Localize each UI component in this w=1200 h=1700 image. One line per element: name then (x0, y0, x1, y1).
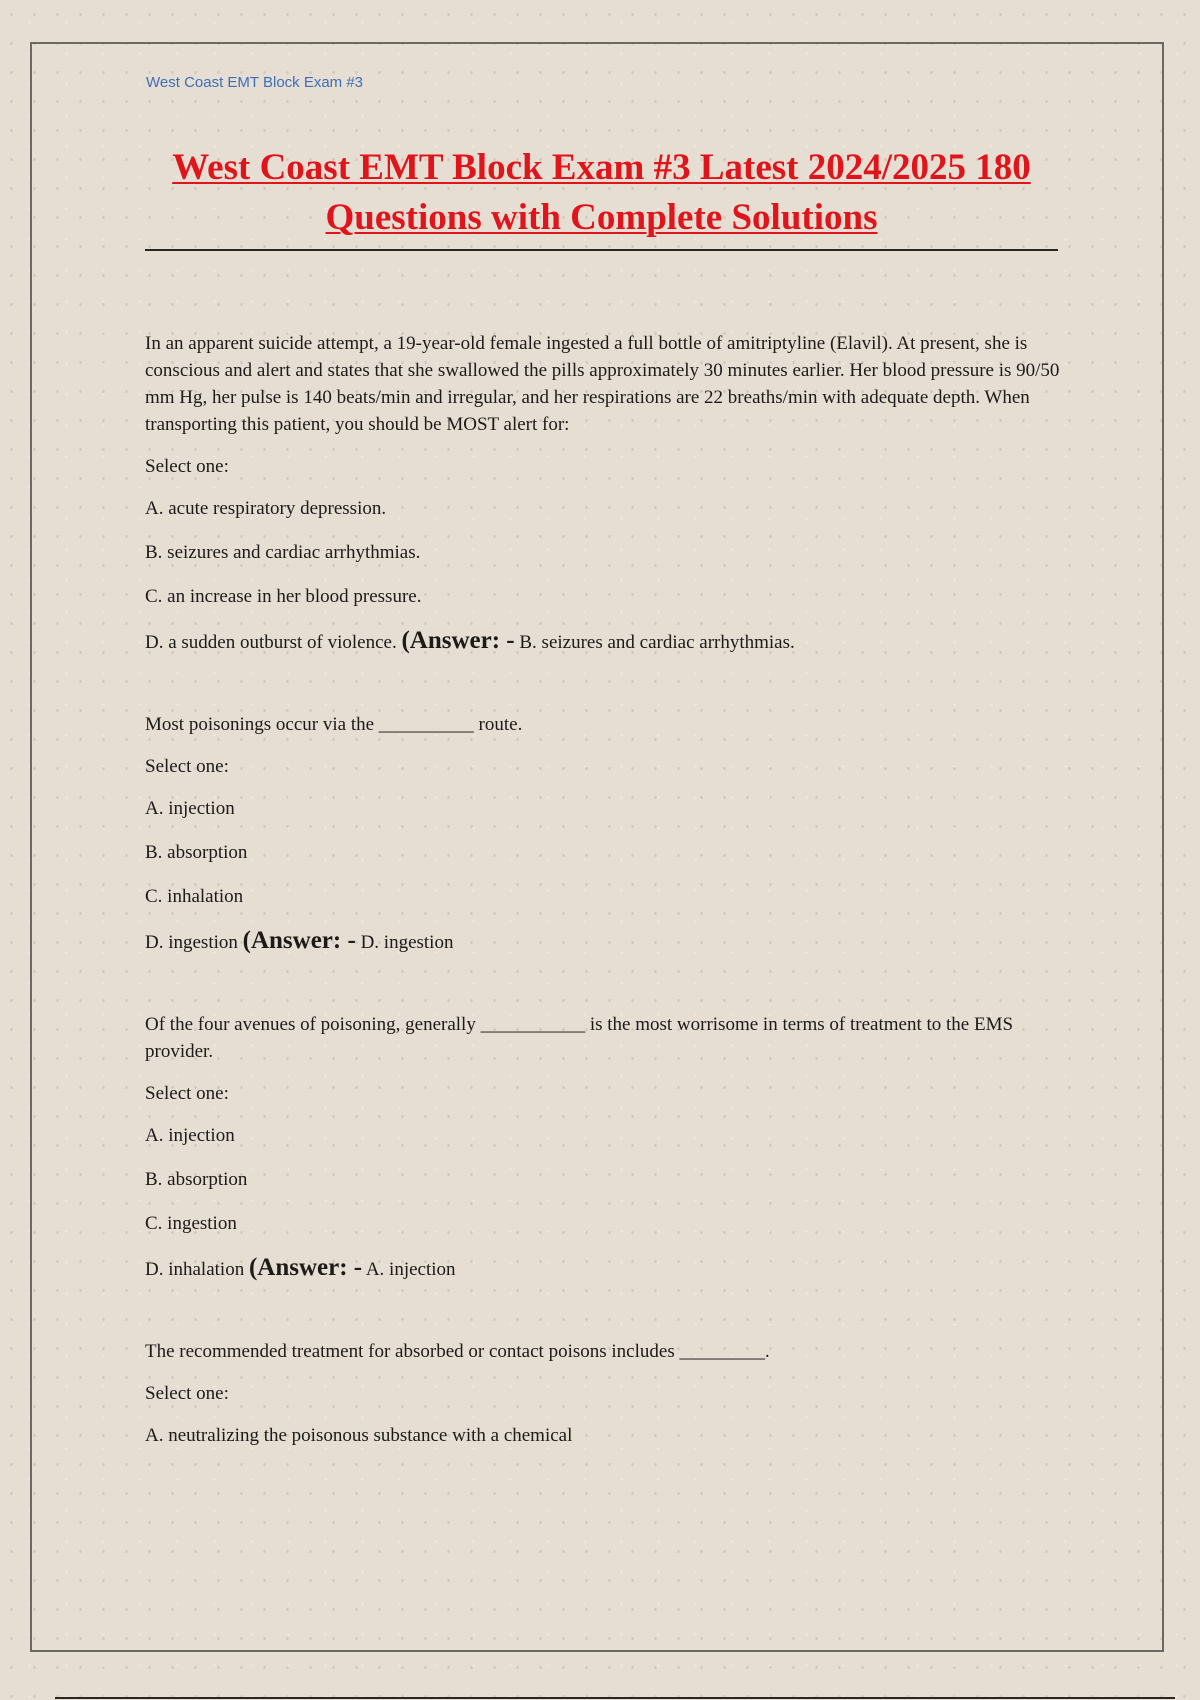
correct-answer: D. ingestion (360, 932, 454, 953)
answer-option-with-answer (145, 1254, 1060, 1283)
select-one-label: Select one: (145, 456, 229, 477)
answer-option: B. absorption (145, 1169, 248, 1190)
question-list (145, 330, 1060, 1504)
answer-label: (Answer: - (242, 927, 356, 954)
answer-option: A. injection (145, 1125, 235, 1146)
page-bottom-rule (55, 1697, 1175, 1699)
select-one-label: Select one: (145, 756, 229, 777)
question-block (145, 330, 1060, 656)
question-block (145, 711, 1060, 956)
answer-label: (Answer: - (248, 1254, 363, 1281)
select-one-label: Select one: (145, 1083, 229, 1104)
answer-option: B. seizures and cardiac arrhythmias. (145, 542, 421, 563)
answer-option-with-answer (145, 927, 1060, 956)
answer-option: D. a sudden outburst of violence. (145, 632, 397, 653)
title-divider (145, 249, 1058, 251)
question-text: Of the four avenues of poisoning, generally ___________ is the most worrisome in terms of treatment to the EMS provider. (145, 1014, 1014, 1062)
answer-option: D. ingestion (145, 932, 238, 953)
answer-option-with-answer (145, 627, 1060, 656)
answer-option: C. inhalation (145, 886, 244, 907)
correct-answer: A. injection (365, 1259, 456, 1280)
answer-option: D. inhalation (145, 1259, 245, 1280)
answer-option: C. an increase in her blood pressure. (145, 586, 422, 607)
answer-option: A. neutralizing the poisonous substance with a chemical (145, 1425, 573, 1446)
answer-option: B. absorption (145, 842, 248, 863)
answer-option: A. injection (145, 798, 235, 819)
running-header: West Coast EMT Block Exam #3 (146, 74, 364, 91)
question-text: Most poisonings occur via the __________ route. (145, 714, 523, 735)
question-block (145, 1011, 1060, 1283)
answer-option: A. acute respiratory depression. (145, 498, 387, 519)
answer-option: C. ingestion (145, 1213, 237, 1234)
answer-label: (Answer: - (401, 627, 515, 654)
select-one-label: Select one: (145, 1383, 229, 1404)
correct-answer: B. seizures and cardiac arrhythmias. (519, 632, 795, 653)
question-text: The recommended treatment for absorbed or contact poisons includes _________. (145, 1341, 770, 1362)
question-block (145, 1338, 1060, 1449)
document-title: West Coast EMT Block Exam #3 Latest 2024/2025 180 Questions with Complete Solutions (172, 147, 1031, 238)
question-text: In an apparent suicide attempt, a 19-year-old female ingested a full bottle of amitriptyline (Elavil). At present, she is conscious and alert and states that she swallowed the pills approximately 30 minutes earlier. Her blood pressure is 90/50 mm Hg, her pulse is 140 beats/min and irregular, and her respirations are 22 breaths/min with adequate depth. When transporting this patient, you should be MOST alert for: (145, 333, 1060, 435)
